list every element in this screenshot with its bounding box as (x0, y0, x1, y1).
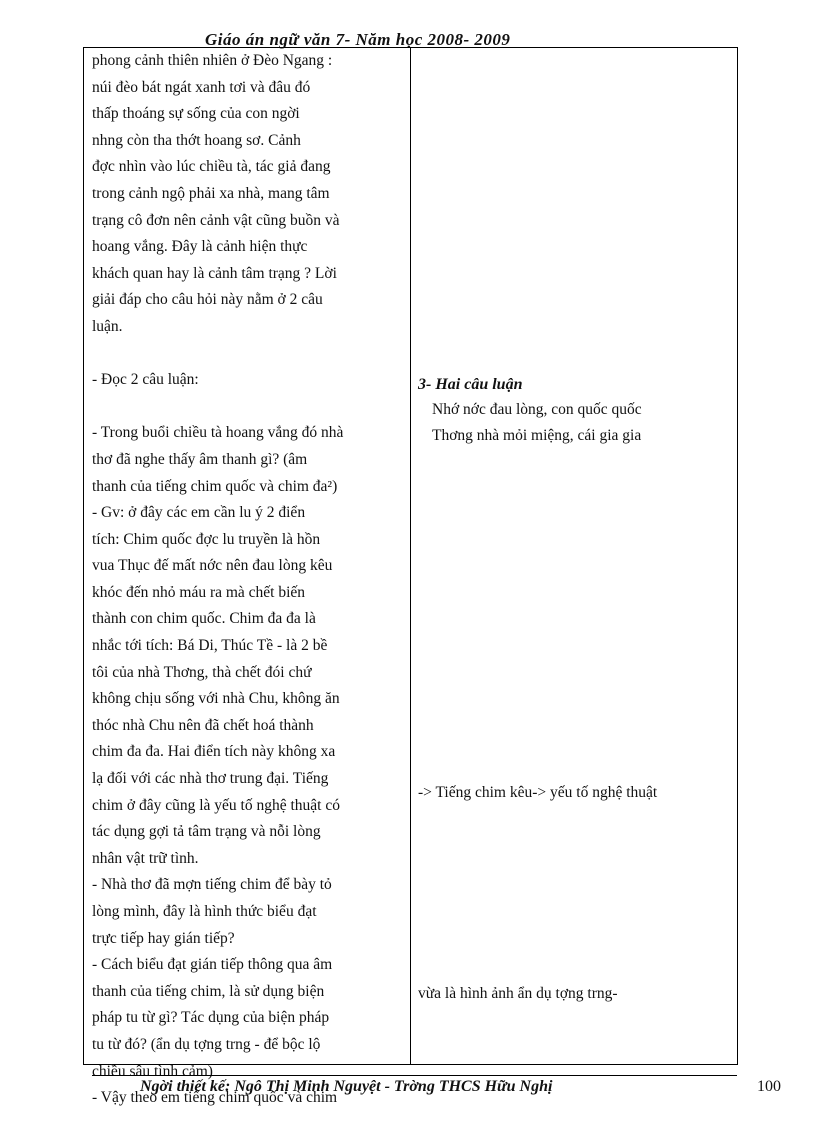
footer-rule (92, 1075, 737, 1076)
text-line: - Vậy theo em tiếng chim quốc và chim (92, 1089, 338, 1107)
text-line: luận. (92, 317, 123, 335)
footer-author: Ngời thiết kế: Ngô Thị Minh Nguyệt - Trờng THCS Hữu Nghị (140, 1078, 553, 1095)
text-line: - Đọc 2 câu luận: (92, 371, 199, 389)
text-line: chim ở đây cũng là yếu tố nghệ thuật có (92, 796, 340, 814)
text-line: tu từ đó? (ẩn dụ tợng trng - để bộc lộ (92, 1035, 321, 1053)
text-line: khách quan hay là cảnh tâm trạng ? Lời (92, 264, 337, 282)
text-line: thanh của tiếng chim quốc và chim đa²) (92, 477, 338, 495)
text-line: tích: Chim quốc đợc lu truyền là hồn (92, 530, 321, 548)
text-line: - Cách biểu đạt gián tiếp thông qua âm (92, 956, 333, 974)
text-line (92, 394, 406, 421)
text-line (92, 341, 406, 368)
column-divider (410, 47, 411, 1065)
verse-line-1: Nhớ nớc đau lòng, con quốc quốc (432, 401, 642, 418)
text-line: thành con chim quốc. Chim đa đa là (92, 610, 316, 628)
text-line: phong cảnh thiên nhiên ở Đèo Ngang : (92, 52, 333, 69)
text-line: nhân vật trữ tình. (92, 849, 199, 867)
analysis-note-2: vừa là hình ảnh ẩn dụ tợng trng- (418, 985, 618, 1002)
text-line: chim đa đa. Hai điển tích này không xa (92, 743, 336, 761)
text-line: thanh của tiếng chim, là sử dụng biện (92, 982, 325, 1000)
text-line: - Trong buổi chiều tà hoang vắng đó nhà (92, 424, 344, 442)
analysis-note-1: -> Tiếng chim kêu-> yếu tố nghệ thuật (418, 784, 658, 801)
text-line: khóc đến nhỏ máu ra mà chết biến (92, 583, 306, 601)
text-line: núi đèo bát ngát xanh tơi và đâu đó (92, 78, 311, 96)
text-line: lòng mình, đây là hình thức biểu đạt (92, 903, 317, 920)
text-line: chiều sâu tình cảm) (92, 1062, 213, 1080)
text-line: thấp thoáng sự sống của con ngời (92, 105, 300, 123)
text-line: pháp tu từ gì? Tác dụng của biện pháp (92, 1009, 330, 1027)
text-line: lạ đối với các nhà thơ trung đại. Tiếng (92, 770, 329, 788)
text-line: vua Thục đế mất nớc nên đau lòng kêu (92, 557, 333, 575)
text-line: trạng cô đơn nên cảnh vật cũng buồn và (92, 211, 340, 229)
text-line: thóc nhà Chu nên đã chết hoá thành (92, 716, 314, 734)
text-line: trong cảnh ngộ phải xa nhà, mang tâm (92, 184, 330, 202)
text-line: đợc nhìn vào lúc chiều tà, tác giả đang (92, 158, 331, 176)
section-heading: 3- Hai câu luận (418, 376, 523, 393)
text-line: không chịu sống với nhà Chu, không ăn (92, 690, 340, 708)
teacher-activity-column (92, 48, 406, 1112)
text-line: nhng còn tha thớt hoang sơ. Cảnh (92, 131, 301, 149)
text-line: hoang vắng. Đây là cảnh hiện thực (92, 238, 308, 256)
text-line: - Nhà thơ đã mợn tiếng chim để bày tỏ (92, 876, 332, 894)
page-header-title: Giáo án ngữ văn 7- Năm học 2008- 2009 (205, 30, 511, 49)
text-line: tác dụng gợi tả tâm trạng và nỗi lòng (92, 823, 321, 841)
page-number: 100 (757, 1078, 781, 1095)
text-line: tôi của nhà Thơng, thà chết đói chứ (92, 663, 312, 681)
text-line: giải đáp cho câu hỏi này nằm ở 2 câu (92, 291, 323, 309)
verse-line-2: Thơng nhà mỏi miệng, cái gia gia (432, 427, 642, 444)
text-line: - Gv: ở đây các em cần lu ý 2 điển (92, 504, 306, 522)
text-line: trực tiếp hay gián tiếp? (92, 929, 235, 947)
text-line: nhắc tới tích: Bá Di, Thúc Tề - là 2 bề (92, 637, 328, 655)
text-line: thơ đã nghe thấy âm thanh gì? (âm (92, 450, 308, 468)
